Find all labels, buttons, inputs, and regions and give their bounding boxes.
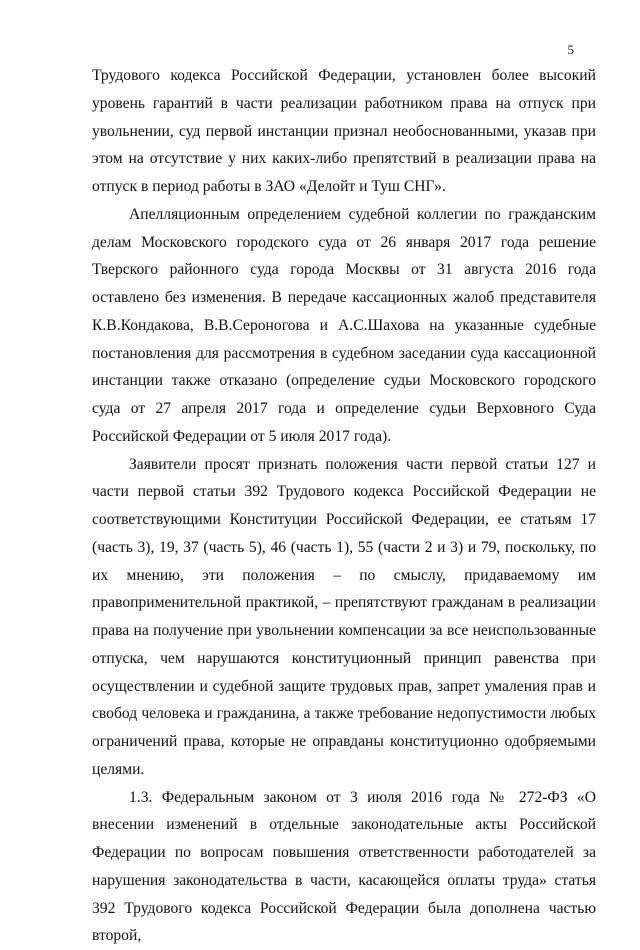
page-number: 5 [568,42,575,58]
document-body [92,62,596,950]
paragraph-federal-law: 1.3. Федеральным законом от 3 июля 2016 года № 272-ФЗ «О внесении изменений в отдельные законодательные акты Российской Федерации по вопросам повышения ответственности работодателей за нарушения законодательства в части, касающейся оплаты труда» статья 392 Трудового кодекса Российской Федерации была дополнена частью второй, [92,784,596,950]
paragraph-continuation: Трудового кодекса Российской Федерации, установлен более высокий уровень гарантий в части реализации работником права на отпуск при увольнении, суд первой инстанции признал необоснованными, указав при этом на отсутствие у них каких-либо препятствий в реализации права на отпуск в период работы в ЗАО «Делойт и Туш СНГ». [92,62,596,201]
paragraph-appeal-ruling: Апелляционным определением судебной коллегии по гражданским делам Московского городского суда от 26 января 2017 года решение Тверского районного суда города Москвы от 31 августа 2016 года оставлено без изменения. В передаче кассационных жалоб представителя К.В.Кондакова, В.В.Сероногова и А.С.Шахова на указанные судебные постановления для рассмотрения в судебном заседании суда кассационной инстанции также отказано (определение судьи Московского городского суда от 27 апреля 2017 года и определение судьи Верховного Суда Российской Федерации от 5 июля 2017 года). [92,201,596,451]
paragraph-applicants-request: Заявители просят признать положения части первой статьи 127 и части первой статьи 392 Трудового кодекса Российской Федерации не соответствующими Конституции Российской Федерации, ее статьям 17 (часть 3), 19, 37 (часть 5), 46 (часть 1), 55 (части 2 и 3) и 79, поскольку, по их мнению, эти положения – по смыслу, придаваемому им правоприменительной практикой, – препятствуют гражданам в реализации права на получение при увольнении компенсации за все неиспользованные отпуска, чем нарушаются конституционный принцип равенства при осуществлении и судебной защите трудовых прав, запрет умаления прав и свобод человека и гражданина, а также требование недопустимости любых ограничений права, которые не оправданы конституционно одобряемыми целями. [92,451,596,784]
